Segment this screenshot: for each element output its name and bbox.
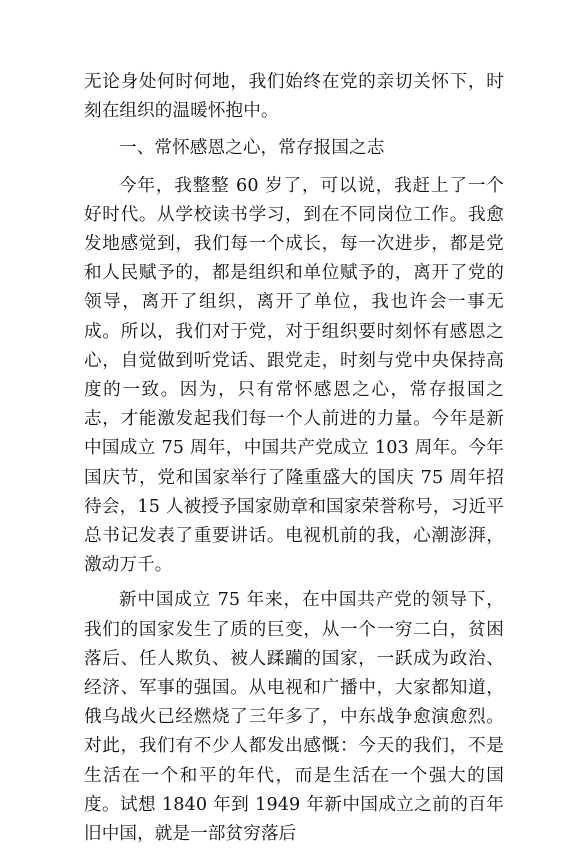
section-heading: 一、常怀感恩之心，常存报国之志 <box>119 138 385 159</box>
body-paragraph-2: 新中国成立 75 年来，在中国共产党的领导下，我们的国家发生了质的巨变，从一个一穷二白，贫困落后、任人欺负、被人蹂躏的国家，一跃成为政治、经济、军事的强国。从电视和广播中，大家都知道，俄乌战火已经燃烧了三年多了，中东战争愈演愈烈。对此，我们有不少人都发出感慨：今天的我们，不是生活在一个和平的年代，而是生活在一个强大的国度。试想 1840 年到 1949 年新中国成立之前的百年旧中国，就是一部贫穷落后 <box>84 590 504 845</box>
document-body <box>84 68 504 849</box>
body-paragraph-1: 今年，我整整 60 岁了，可以说，我赶上了一个好时代。从学校读书学习，到在不同岗位工作。我愈发地感觉到，我们每一个成长，每一次进步，都是党和人民赋予的，都是组织和单位赋予的，离开了党的领导，离开了组织，离开了单位，我也许会一事无成。所以，我们对于党，对于组织要时刻怀有感恩之心，自觉做到听党话、跟党走，时刻与党中央保持高度的一致。因为，只有常怀感恩之心，常存报国之志，才能激发起我们每一个人前进的力量。今年是新中国成立 75 周年，中国共产党成立 103 周年。今年国庆节，党和国家举行了隆重盛大的国庆 75 周年招待会，15 人被授予国家勋章和国家荣誉称号，习近平总书记发表了重要讲话。电视机前的我，心潮澎湃，激动万千。 <box>84 175 504 576</box>
intro-paragraph: 无论身处何时何地，我们始终在党的亲切关怀下，时刻在组织的温暖怀抱中。 <box>84 72 504 122</box>
